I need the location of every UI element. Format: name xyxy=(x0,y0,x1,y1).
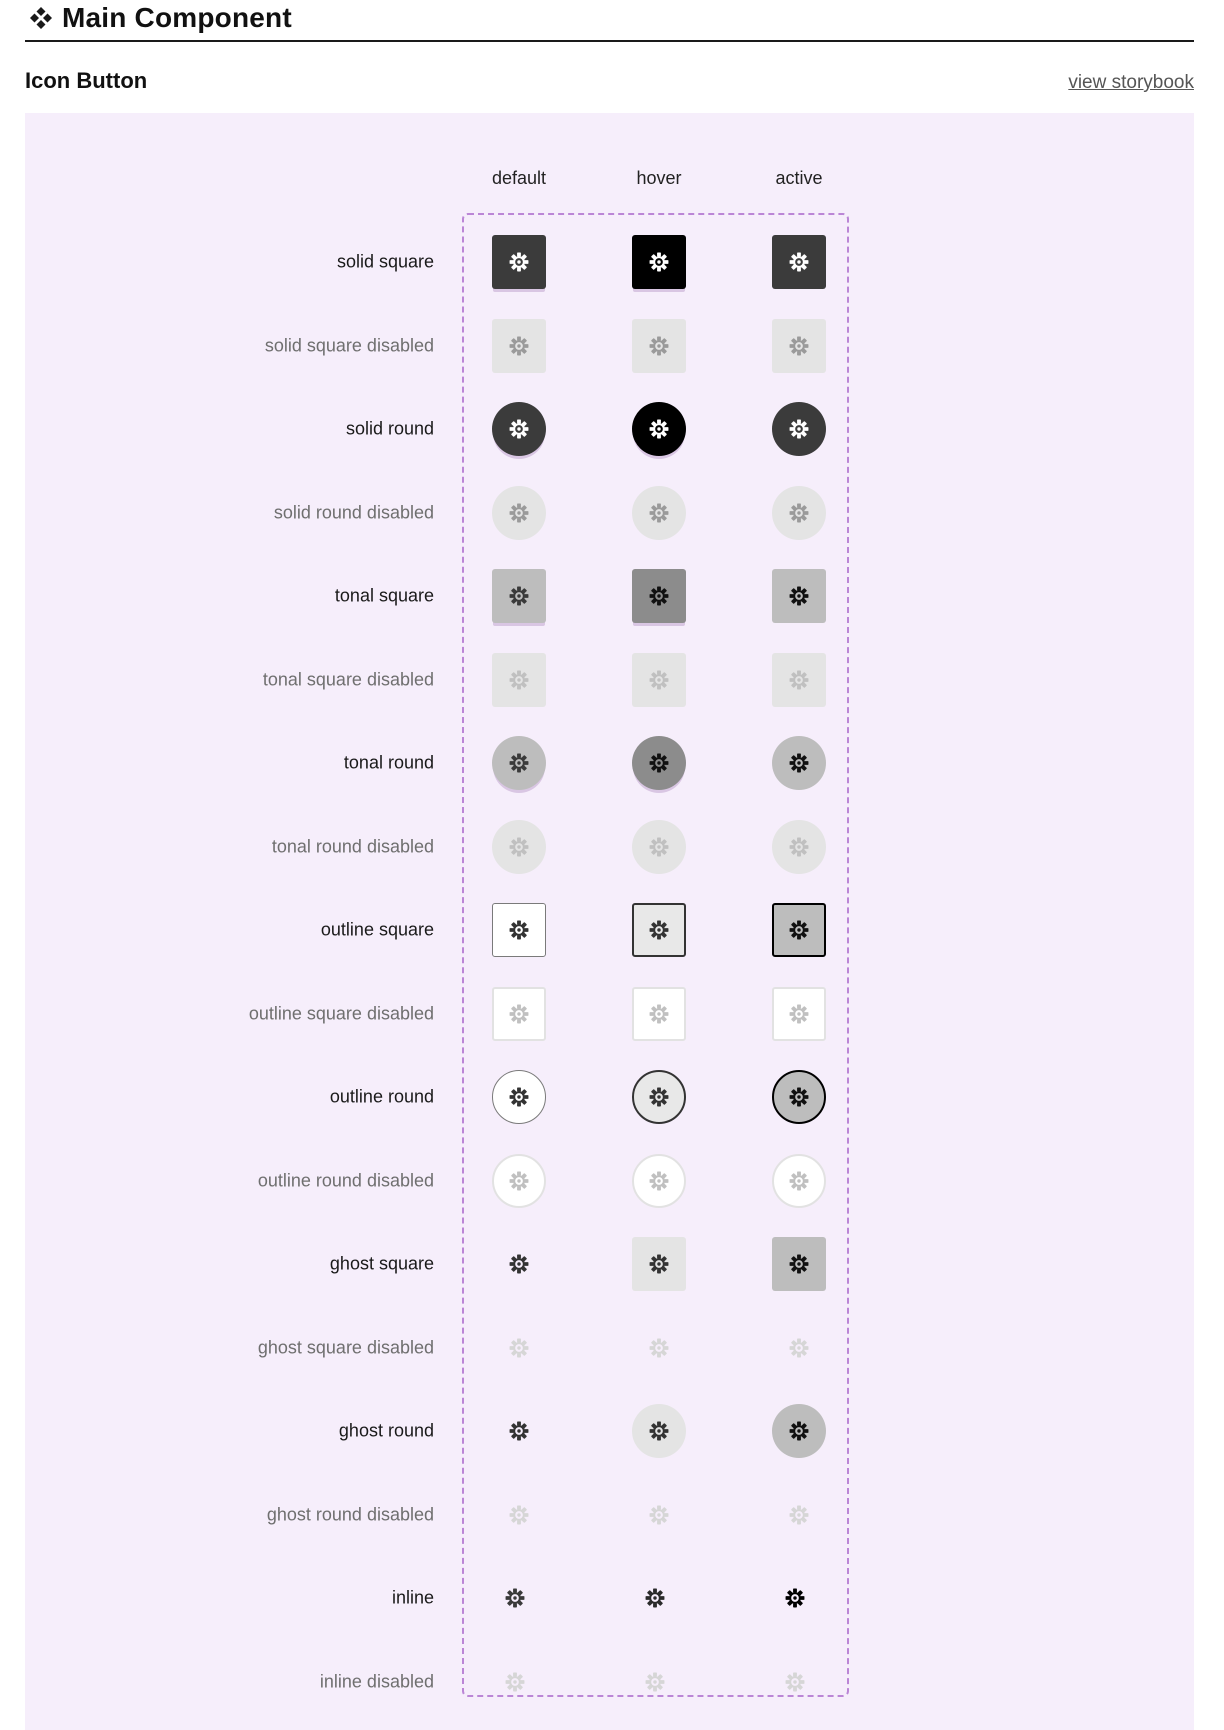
gear-icon xyxy=(508,502,530,524)
icon-button-tonal-square-disabled-active xyxy=(772,653,826,707)
icon-button-inline-hover[interactable] xyxy=(643,1586,667,1610)
row-label: tonal round xyxy=(343,752,434,773)
gear-icon xyxy=(788,752,810,774)
icon-button-tonal-square-active[interactable] xyxy=(772,569,826,623)
gear-icon xyxy=(648,1170,670,1192)
gear-icon xyxy=(788,1253,810,1275)
icon-button-outline-square-disabled-default xyxy=(492,987,546,1041)
gear-icon xyxy=(788,418,810,440)
icon-button-tonal-square-disabled-default xyxy=(492,653,546,707)
icon-button-outline-round-default[interactable] xyxy=(492,1070,546,1124)
column-header-active: active xyxy=(775,168,823,188)
icon-button-inline-default[interactable] xyxy=(503,1586,527,1610)
row-label: solid round xyxy=(345,418,434,439)
gear-icon xyxy=(788,669,810,691)
section-title: Icon Button xyxy=(25,68,148,93)
icon-button-outline-square-default[interactable] xyxy=(492,903,546,957)
icon-button-ghost-square-hover[interactable] xyxy=(632,1237,686,1291)
row-label: ghost round xyxy=(338,1420,434,1441)
icon-button-inline-disabled-active xyxy=(783,1670,807,1694)
gear-icon xyxy=(648,1003,670,1025)
gear-icon xyxy=(788,1420,810,1442)
icon-button-outline-square-disabled-hover xyxy=(632,987,686,1041)
gear-icon xyxy=(508,251,530,273)
gear-icon xyxy=(648,1086,670,1108)
column-header-hover: hover xyxy=(636,168,682,188)
icon-button-tonal-round-active[interactable] xyxy=(772,736,826,790)
icon-button-inline-disabled-hover xyxy=(643,1670,667,1694)
gear-icon xyxy=(508,1170,530,1192)
icon-button-solid-square-disabled-active xyxy=(772,319,826,373)
gear-icon xyxy=(648,1253,670,1275)
row-label: outline square xyxy=(320,919,434,940)
gear-icon xyxy=(508,669,530,691)
gear-icon xyxy=(788,1003,810,1025)
icon-button-outline-round-active[interactable] xyxy=(772,1070,826,1124)
row-label: inline disabled xyxy=(319,1671,434,1691)
gear-icon xyxy=(648,251,670,273)
gear-icon xyxy=(508,919,530,941)
gear-icon xyxy=(508,335,530,357)
gear-icon xyxy=(504,1587,526,1609)
icon-button-ghost-round-active[interactable] xyxy=(772,1404,826,1458)
icon-button-outline-square-active[interactable] xyxy=(772,903,826,957)
row-label: outline square disabled xyxy=(248,1003,434,1023)
icon-button-solid-round-default[interactable] xyxy=(492,402,546,456)
icon-button-outline-square-disabled-active xyxy=(772,987,826,1041)
row-label: ghost square xyxy=(329,1253,434,1274)
gear-icon xyxy=(504,1671,526,1693)
row-label: outline round disabled xyxy=(257,1170,434,1190)
row-label: solid round disabled xyxy=(273,502,434,522)
gear-icon xyxy=(788,1170,810,1192)
gear-icon xyxy=(788,919,810,941)
gear-icon xyxy=(788,1337,810,1359)
gear-icon xyxy=(508,1086,530,1108)
icon-button-solid-round-hover[interactable] xyxy=(632,402,686,456)
gear-icon xyxy=(508,1003,530,1025)
icon-button-solid-round-disabled-hover xyxy=(632,486,686,540)
gear-icon xyxy=(644,1671,666,1693)
gear-icon xyxy=(644,1587,666,1609)
gear-icon xyxy=(788,251,810,273)
icon-button-inline-active[interactable] xyxy=(783,1586,807,1610)
icon-button-solid-square-disabled-hover xyxy=(632,319,686,373)
icon-button-outline-round-disabled-hover xyxy=(632,1154,686,1208)
page-title: Main Component xyxy=(62,2,292,33)
gear-icon xyxy=(648,752,670,774)
icon-button-ghost-round-disabled-active xyxy=(772,1488,826,1542)
icon-button-ghost-round-default[interactable] xyxy=(492,1404,546,1458)
gear-icon xyxy=(648,1420,670,1442)
icon-button-ghost-square-disabled-hover xyxy=(632,1321,686,1375)
row-label: tonal square xyxy=(334,585,434,606)
view-storybook-link[interactable]: view storybook xyxy=(1068,72,1194,93)
row-label: tonal round disabled xyxy=(271,836,434,856)
gear-icon xyxy=(784,1587,806,1609)
icon-button-tonal-square-hover[interactable] xyxy=(632,569,686,623)
gear-icon xyxy=(648,919,670,941)
icon-button-solid-square-disabled-default xyxy=(492,319,546,373)
gear-icon xyxy=(508,836,530,858)
gear-icon xyxy=(648,585,670,607)
gear-icon xyxy=(648,836,670,858)
icon-button-solid-square-default[interactable] xyxy=(492,235,546,289)
icon-button-ghost-square-disabled-active xyxy=(772,1321,826,1375)
row-label: outline round xyxy=(329,1086,434,1107)
gear-icon xyxy=(788,1504,810,1526)
icon-button-solid-round-disabled-active xyxy=(772,486,826,540)
icon-button-outline-round-disabled-default xyxy=(492,1154,546,1208)
icon-button-ghost-square-disabled-default xyxy=(492,1321,546,1375)
icon-button-solid-round-disabled-default xyxy=(492,486,546,540)
gear-icon xyxy=(788,502,810,524)
icon-button-tonal-square-default[interactable] xyxy=(492,569,546,623)
row-label: tonal square disabled xyxy=(262,669,434,689)
icon-button-solid-square-active[interactable] xyxy=(772,235,826,289)
icon-button-solid-round-active[interactable] xyxy=(772,402,826,456)
component-icon xyxy=(29,6,53,30)
gear-icon xyxy=(788,335,810,357)
icon-button-ghost-square-active[interactable] xyxy=(772,1237,826,1291)
gear-icon xyxy=(508,1337,530,1359)
icon-button-inline-disabled-default xyxy=(503,1670,527,1694)
gear-icon xyxy=(788,585,810,607)
icon-button-outline-round-hover[interactable] xyxy=(632,1070,686,1124)
icon-button-tonal-round-default[interactable] xyxy=(492,736,546,790)
gear-icon xyxy=(788,836,810,858)
icon-button-tonal-round-disabled-active xyxy=(772,820,826,874)
gear-icon xyxy=(508,1253,530,1275)
row-label: ghost square disabled xyxy=(257,1337,434,1357)
gear-icon xyxy=(648,418,670,440)
gear-icon xyxy=(508,752,530,774)
gear-icon xyxy=(648,669,670,691)
column-header-default: default xyxy=(491,168,547,188)
gear-icon xyxy=(508,1504,530,1526)
row-label: solid square xyxy=(336,251,434,272)
icon-button-outline-square-hover[interactable] xyxy=(632,903,686,957)
gear-icon xyxy=(648,1337,670,1359)
icon-button-tonal-round-hover[interactable] xyxy=(632,736,686,790)
row-label: solid square disabled xyxy=(264,335,434,355)
gear-icon xyxy=(508,418,530,440)
gear-icon xyxy=(648,502,670,524)
gear-icon xyxy=(508,1420,530,1442)
gear-icon xyxy=(508,585,530,607)
icon-button-tonal-round-disabled-default xyxy=(492,820,546,874)
page-header xyxy=(25,0,1194,42)
icon-button-ghost-round-disabled-hover xyxy=(632,1488,686,1542)
row-label: inline xyxy=(391,1587,434,1608)
gear-icon xyxy=(648,335,670,357)
row-label: ghost round disabled xyxy=(266,1504,434,1524)
icon-button-outline-round-disabled-active xyxy=(772,1154,826,1208)
icon-button-solid-square-hover[interactable] xyxy=(632,235,686,289)
icon-button-tonal-round-disabled-hover xyxy=(632,820,686,874)
icon-button-tonal-square-disabled-hover xyxy=(632,653,686,707)
gear-icon xyxy=(788,1086,810,1108)
icon-button-ghost-square-default[interactable] xyxy=(492,1237,546,1291)
gear-icon xyxy=(648,1504,670,1526)
icon-button-ghost-round-disabled-default xyxy=(492,1488,546,1542)
icon-button-ghost-round-hover[interactable] xyxy=(632,1404,686,1458)
gear-icon xyxy=(784,1671,806,1693)
